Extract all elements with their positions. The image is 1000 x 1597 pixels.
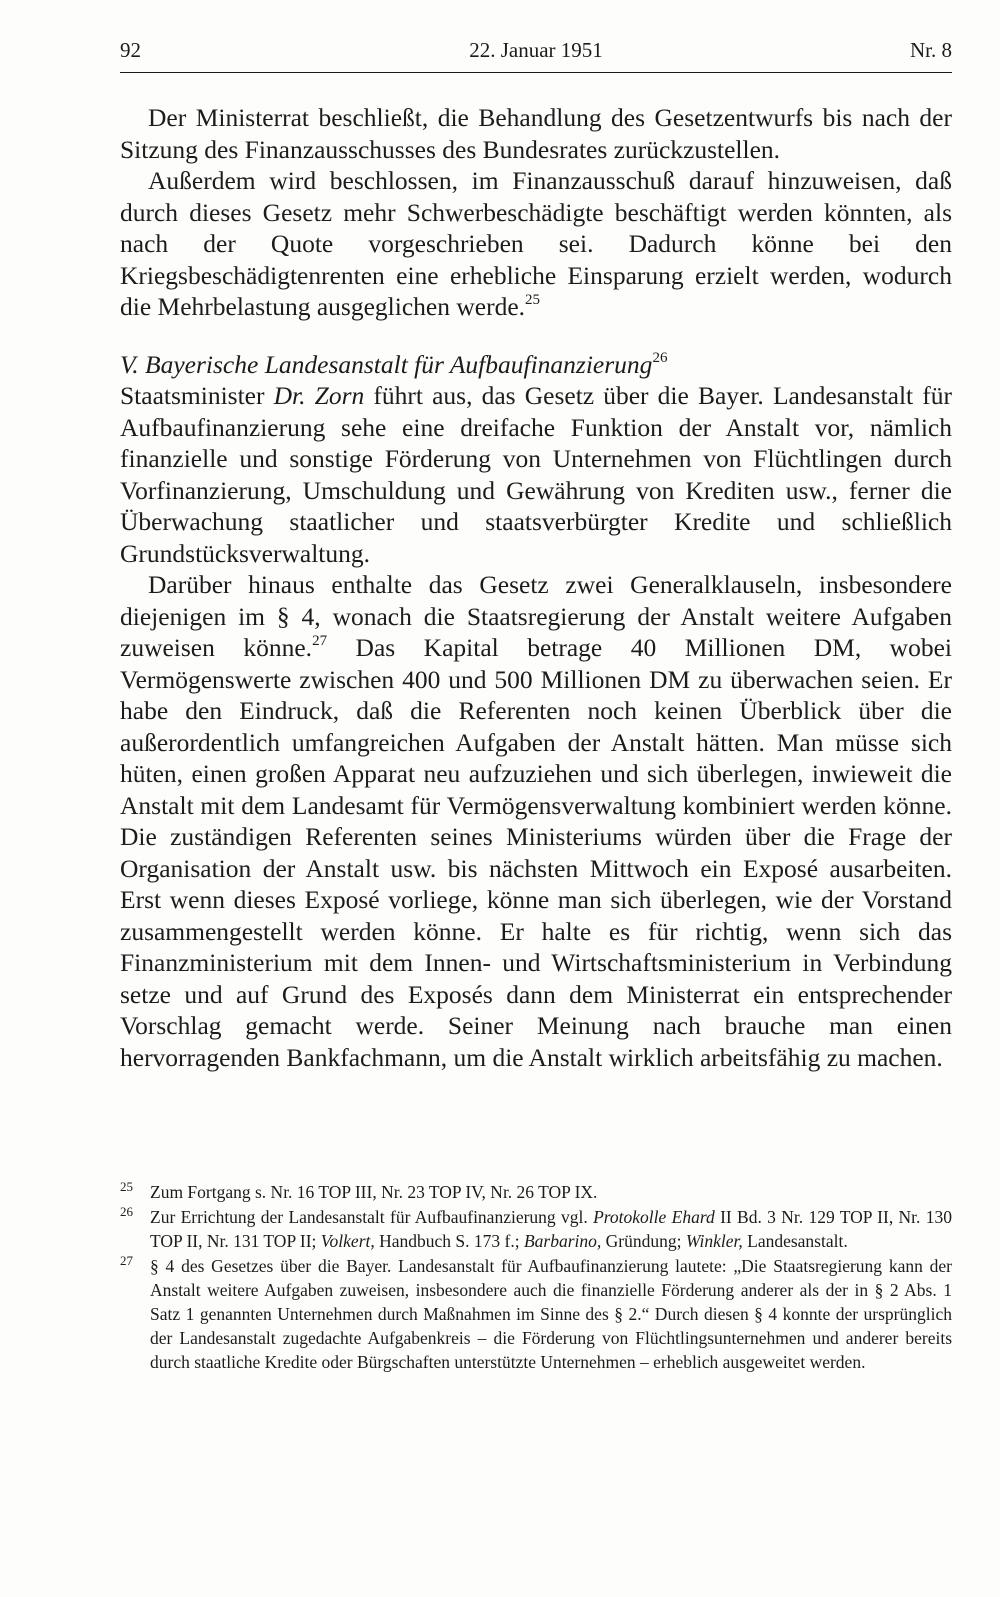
citation-winkler: Winkler, (685, 1231, 743, 1251)
footnote-number: 27 (120, 1253, 133, 1268)
footnote-26 (120, 1205, 952, 1253)
footnote-ref-27[interactable]: 27 (312, 633, 328, 649)
paragraph-4-text: Das Kapital betrage 40 Millionen DM, wobei Vermögenswerte zwischen 400 und 500 Millionen DM zu überwachen seien. Er habe den Eindruck, daß die Referenten noch keinen Überblick über die außerordentlich umfangreichen Aufgaben der Anstalt hätten. Man müsse sich hüten, einen großen Apparat neu aufzuziehen und sich überlegen, inwieweit die Anstalt mit dem Landesamt für Vermögensverwaltung kombiniert werden könne. Die zuständigen Referenten seines Ministeriums würden über die Frage der Organisation der Anstalt usw. bis nächsten Mittwoch ein Exposé ausarbeiten. Erst wenn dieses Exposé vorliege, könne man sich überlegen, wie der Vorstand zusammengestellt werden könne. Er halte es für richtig, wenn sich das Finanzministerium mit dem Innen- und Wirtschaftsministerium in Verbindung setze und auf Grund des Exposés dann dem Ministerrat ein entsprechender Vorschlag gemacht werde. Seiner Meinung nach brauche man einen hervorragenden Bankfachmann, um die Anstalt wirklich arbeitsfähig zu machen. (120, 633, 953, 1072)
header-date: 22. Januar 1951 (469, 38, 603, 62)
citation-protokolle: Protokolle Ehard (593, 1207, 715, 1227)
speaker-title: Dr. (273, 381, 306, 410)
section-heading-text: V. Bayerische Landesanstalt für Aufbaufinanzierung (120, 349, 653, 379)
footnote-27 (120, 1254, 952, 1374)
footnote-text: § 4 des Gesetzes über die Bayer. Landesanstalt für Aufbaufinanzierung lautete: „Die Staatsregierung kann der Anstalt weitere Aufgaben zuweisen, insbesondere auch die finanzielle Förderung anderer als der in § 2 Abs. 1 Satz 1 genannten Unternehmen durch Maßnahmen im Sinne des § 2.“ Durch diesen § 4 konnte der ursprünglich der Landesanstalt zugedachte Aufgabenkreis – die Förderung von Flüchtlingsunternehmen und anderer bereits durch staatliche Kredite oder Bürgschaften unterstützte Unternehmen – erheblich ausgeweitet werden. (150, 1256, 952, 1372)
paragraph-1-text: Der Ministerrat beschließt, die Behandlung des Gesetzentwurfs bis nach der Sitzung des Finanzausschusses des Bundesrates zurückzustellen. (120, 103, 952, 164)
footnote-number: 26 (120, 1204, 133, 1219)
footnote-text: Handbuch S. 173 f.; (374, 1231, 524, 1251)
footnote-text: Zum Fortgang s. Nr. 16 TOP III, Nr. 23 TOP IV, Nr. 26 TOP IX. (150, 1182, 598, 1202)
header-rule (120, 72, 952, 73)
citation-barbarino: Barbarino, (523, 1231, 602, 1251)
citation-volkert: Volkert, (320, 1231, 375, 1251)
running-header (120, 38, 952, 70)
speaker-name: Zorn (314, 381, 365, 410)
paragraph-4-lead: Darüber hinaus enthalte das Gesetz zwei Generalklauseln, insbesondere diejenigen im § 4, wonach die Staatsregierung der Anstalt weitere Aufgaben zuweisen könne. (120, 570, 952, 662)
footnote-text: Gründung; (601, 1231, 686, 1251)
page-number: 92 (120, 38, 141, 62)
paragraph-3 (120, 380, 952, 569)
footnote-text: Landesanstalt. (742, 1231, 848, 1251)
issue-number: Nr. 8 (910, 38, 952, 62)
footnote-text: II Bd. 3 Nr. 129 TOP II, Nr. 130 TOP II, Nr. 131 TOP II; (150, 1207, 952, 1251)
paragraph-2 (120, 165, 952, 323)
footnote-text: Zur Errichtung der Landesanstalt für Aufbaufinanzierung vgl. (150, 1207, 594, 1227)
footnote-ref-25[interactable]: 25 (525, 292, 541, 308)
paragraph-2-text: Außerdem wird beschlossen, im Finanzausschuß darauf hinzuweisen, daß durch dieses Gesetz mehr Schwerbeschädigte beschäftigt werden könnten, als nach der Quote vorgeschrieben sei. Dadurch könne bei den Kriegsbeschädigtenrenten eine erhebliche Einsparung erzielt werden, wodurch die Mehrbelastung ausgeglichen werde. (120, 166, 952, 321)
footnote-25 (120, 1180, 952, 1204)
footnote-number: 25 (120, 1179, 133, 1194)
footnote-ref-26[interactable]: 26 (652, 349, 668, 366)
footnotes (120, 1180, 952, 1375)
section-heading (120, 349, 952, 381)
paragraph-3-lead: Staatsminister (120, 381, 274, 410)
paragraph-3-text: führt aus, das Gesetz über die Bayer. Landesanstalt für Aufbaufinanzierung sehe eine dreifache Funktion der Anstalt vor, nämlich finanzielle und sonstige Förderung von Unternehmen von Flüchtlingen durch Vorfinanzierung, Umschuldung und Gewährung von Krediten usw., ferner die Überwachung staatlicher und staatsverbürgter Kredite und schließlich Grundstücksverwaltung. (120, 381, 953, 568)
paragraph-1 (120, 102, 952, 165)
main-text (120, 102, 952, 1073)
paragraph-4 (120, 569, 952, 1073)
